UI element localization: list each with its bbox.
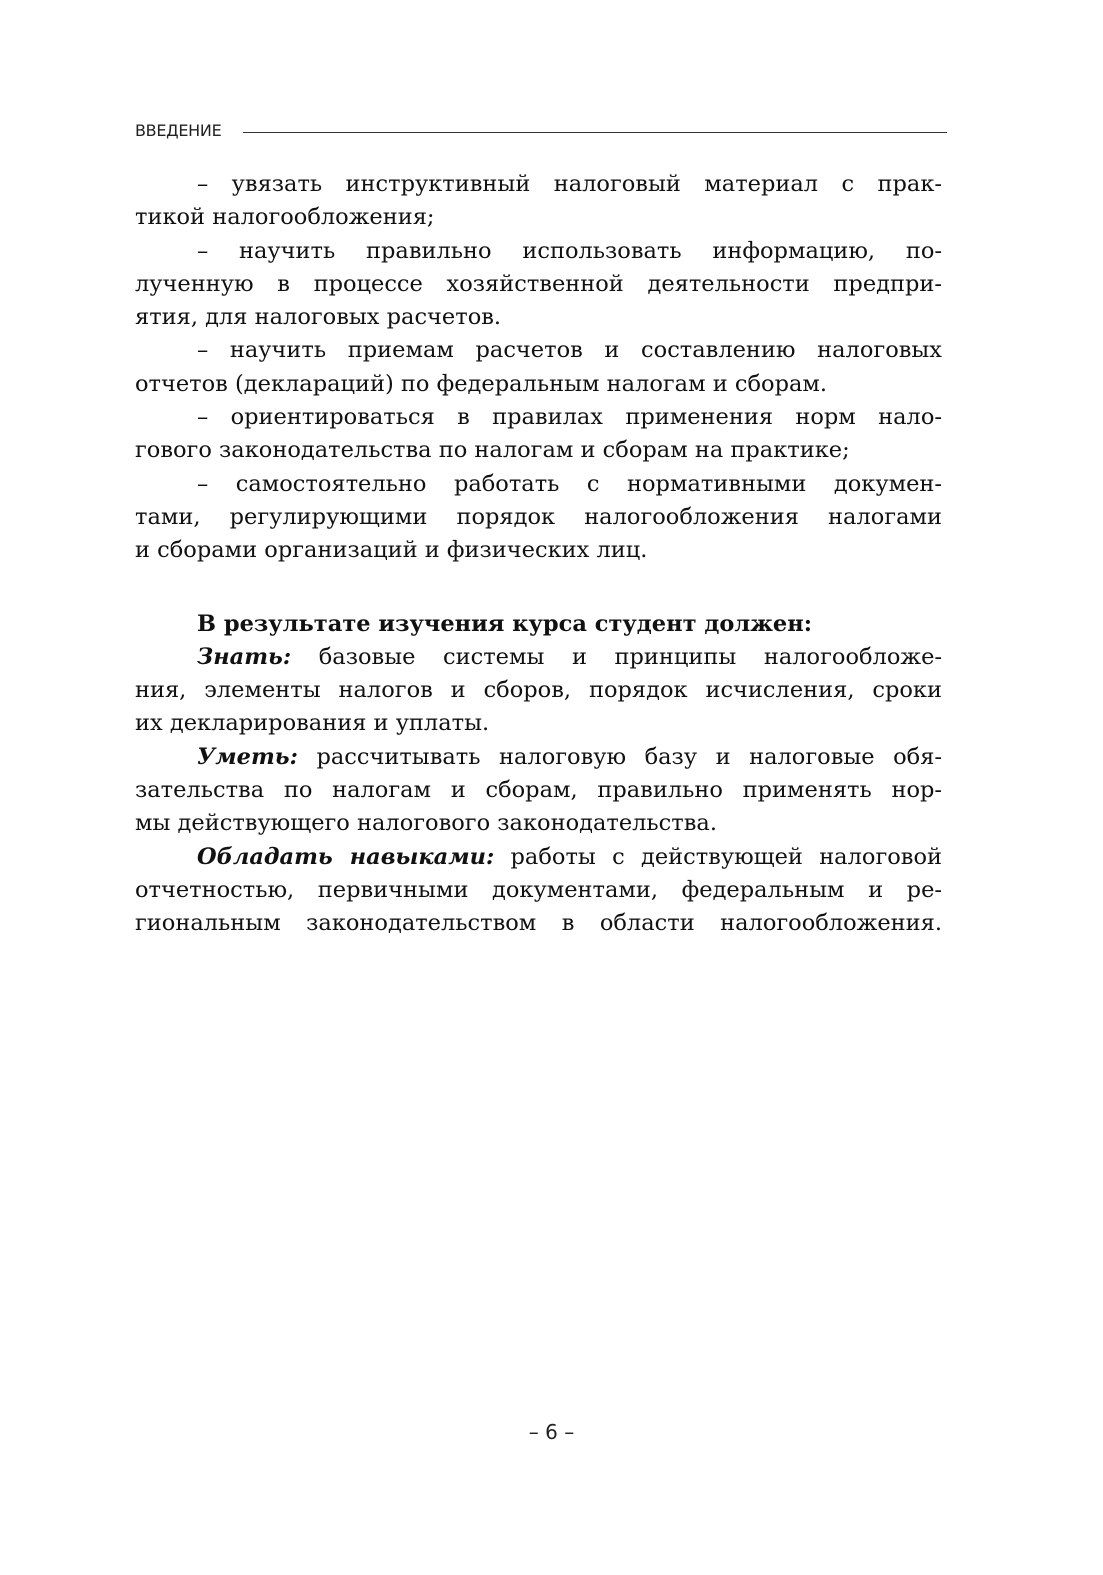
text-line: – увязать инструктивный налоговый материал с прак-: [197, 171, 942, 197]
goal-item: [135, 235, 942, 335]
text-line: [135, 841, 942, 874]
paragraph-gap: [135, 568, 942, 608]
term-able: Уметь:: [197, 743, 298, 770]
text-line: – научить приемам расчетов и составлению налоговых: [197, 337, 942, 364]
outcomes-heading: В результате изучения курса студент должен:: [197, 610, 813, 637]
text-line: их декларирования и уплаты.: [135, 710, 490, 737]
text-line: [135, 641, 942, 674]
goal-item: [135, 401, 942, 468]
term-definition: базовые системы и принципы налогообложе-: [291, 643, 942, 670]
text-line: гиональным законодательством в области налогообложения.: [135, 910, 942, 937]
goal-item: [135, 468, 942, 568]
text-line: тикой налогообложения;: [135, 204, 435, 231]
text-line: и сборами организаций и физических лиц.: [135, 537, 648, 564]
text-line: ятия, для налоговых расчетов.: [135, 304, 502, 331]
page-body: [135, 168, 942, 941]
outcome-able: [135, 741, 942, 841]
outcome-know: [135, 641, 942, 741]
text-line: гового законодательства по налогам и сборам на практике;: [135, 437, 850, 464]
goal-item: [135, 168, 942, 235]
goal-item: [135, 334, 942, 401]
running-title: ВВЕДЕНИЕ: [135, 121, 222, 140]
page-number: – 6 –: [528, 1420, 575, 1444]
term-skills: Обладать навыками:: [197, 843, 495, 870]
text-line: зательства по налогам и сборам, правильно применять нор-: [135, 777, 942, 804]
running-header: [135, 119, 947, 143]
text-line: лученную в процессе хозяйственной деятельности предпри-: [135, 270, 942, 297]
text-line: [135, 741, 942, 774]
term-definition: рассчитывать налоговую базу и налоговые обя-: [297, 743, 942, 770]
text-line: отчетов (деклараций) по федеральным налогам и сборам.: [135, 370, 828, 397]
term-definition: работы с действующей налоговой: [494, 843, 942, 870]
text-line: – самостоятельно работать с нормативными докумен-: [197, 470, 942, 497]
text-line: тами, регулирующими порядок налогообложения налогами: [135, 503, 942, 530]
text-line: – научить правильно использовать информацию, по-: [197, 237, 942, 264]
header-rule: [243, 132, 947, 133]
text-line: ния, элементы налогов и сборов, порядок исчисления, сроки: [135, 677, 942, 704]
outcome-skills: [135, 841, 942, 941]
term-know: Знать:: [197, 643, 292, 670]
text-line: отчетностью, первичными документами, федеральным и ре-: [135, 876, 942, 903]
text-line: мы действующего налогового законодательства.: [135, 810, 717, 837]
text-line: – ориентироваться в правилах применения норм нало-: [197, 404, 942, 431]
